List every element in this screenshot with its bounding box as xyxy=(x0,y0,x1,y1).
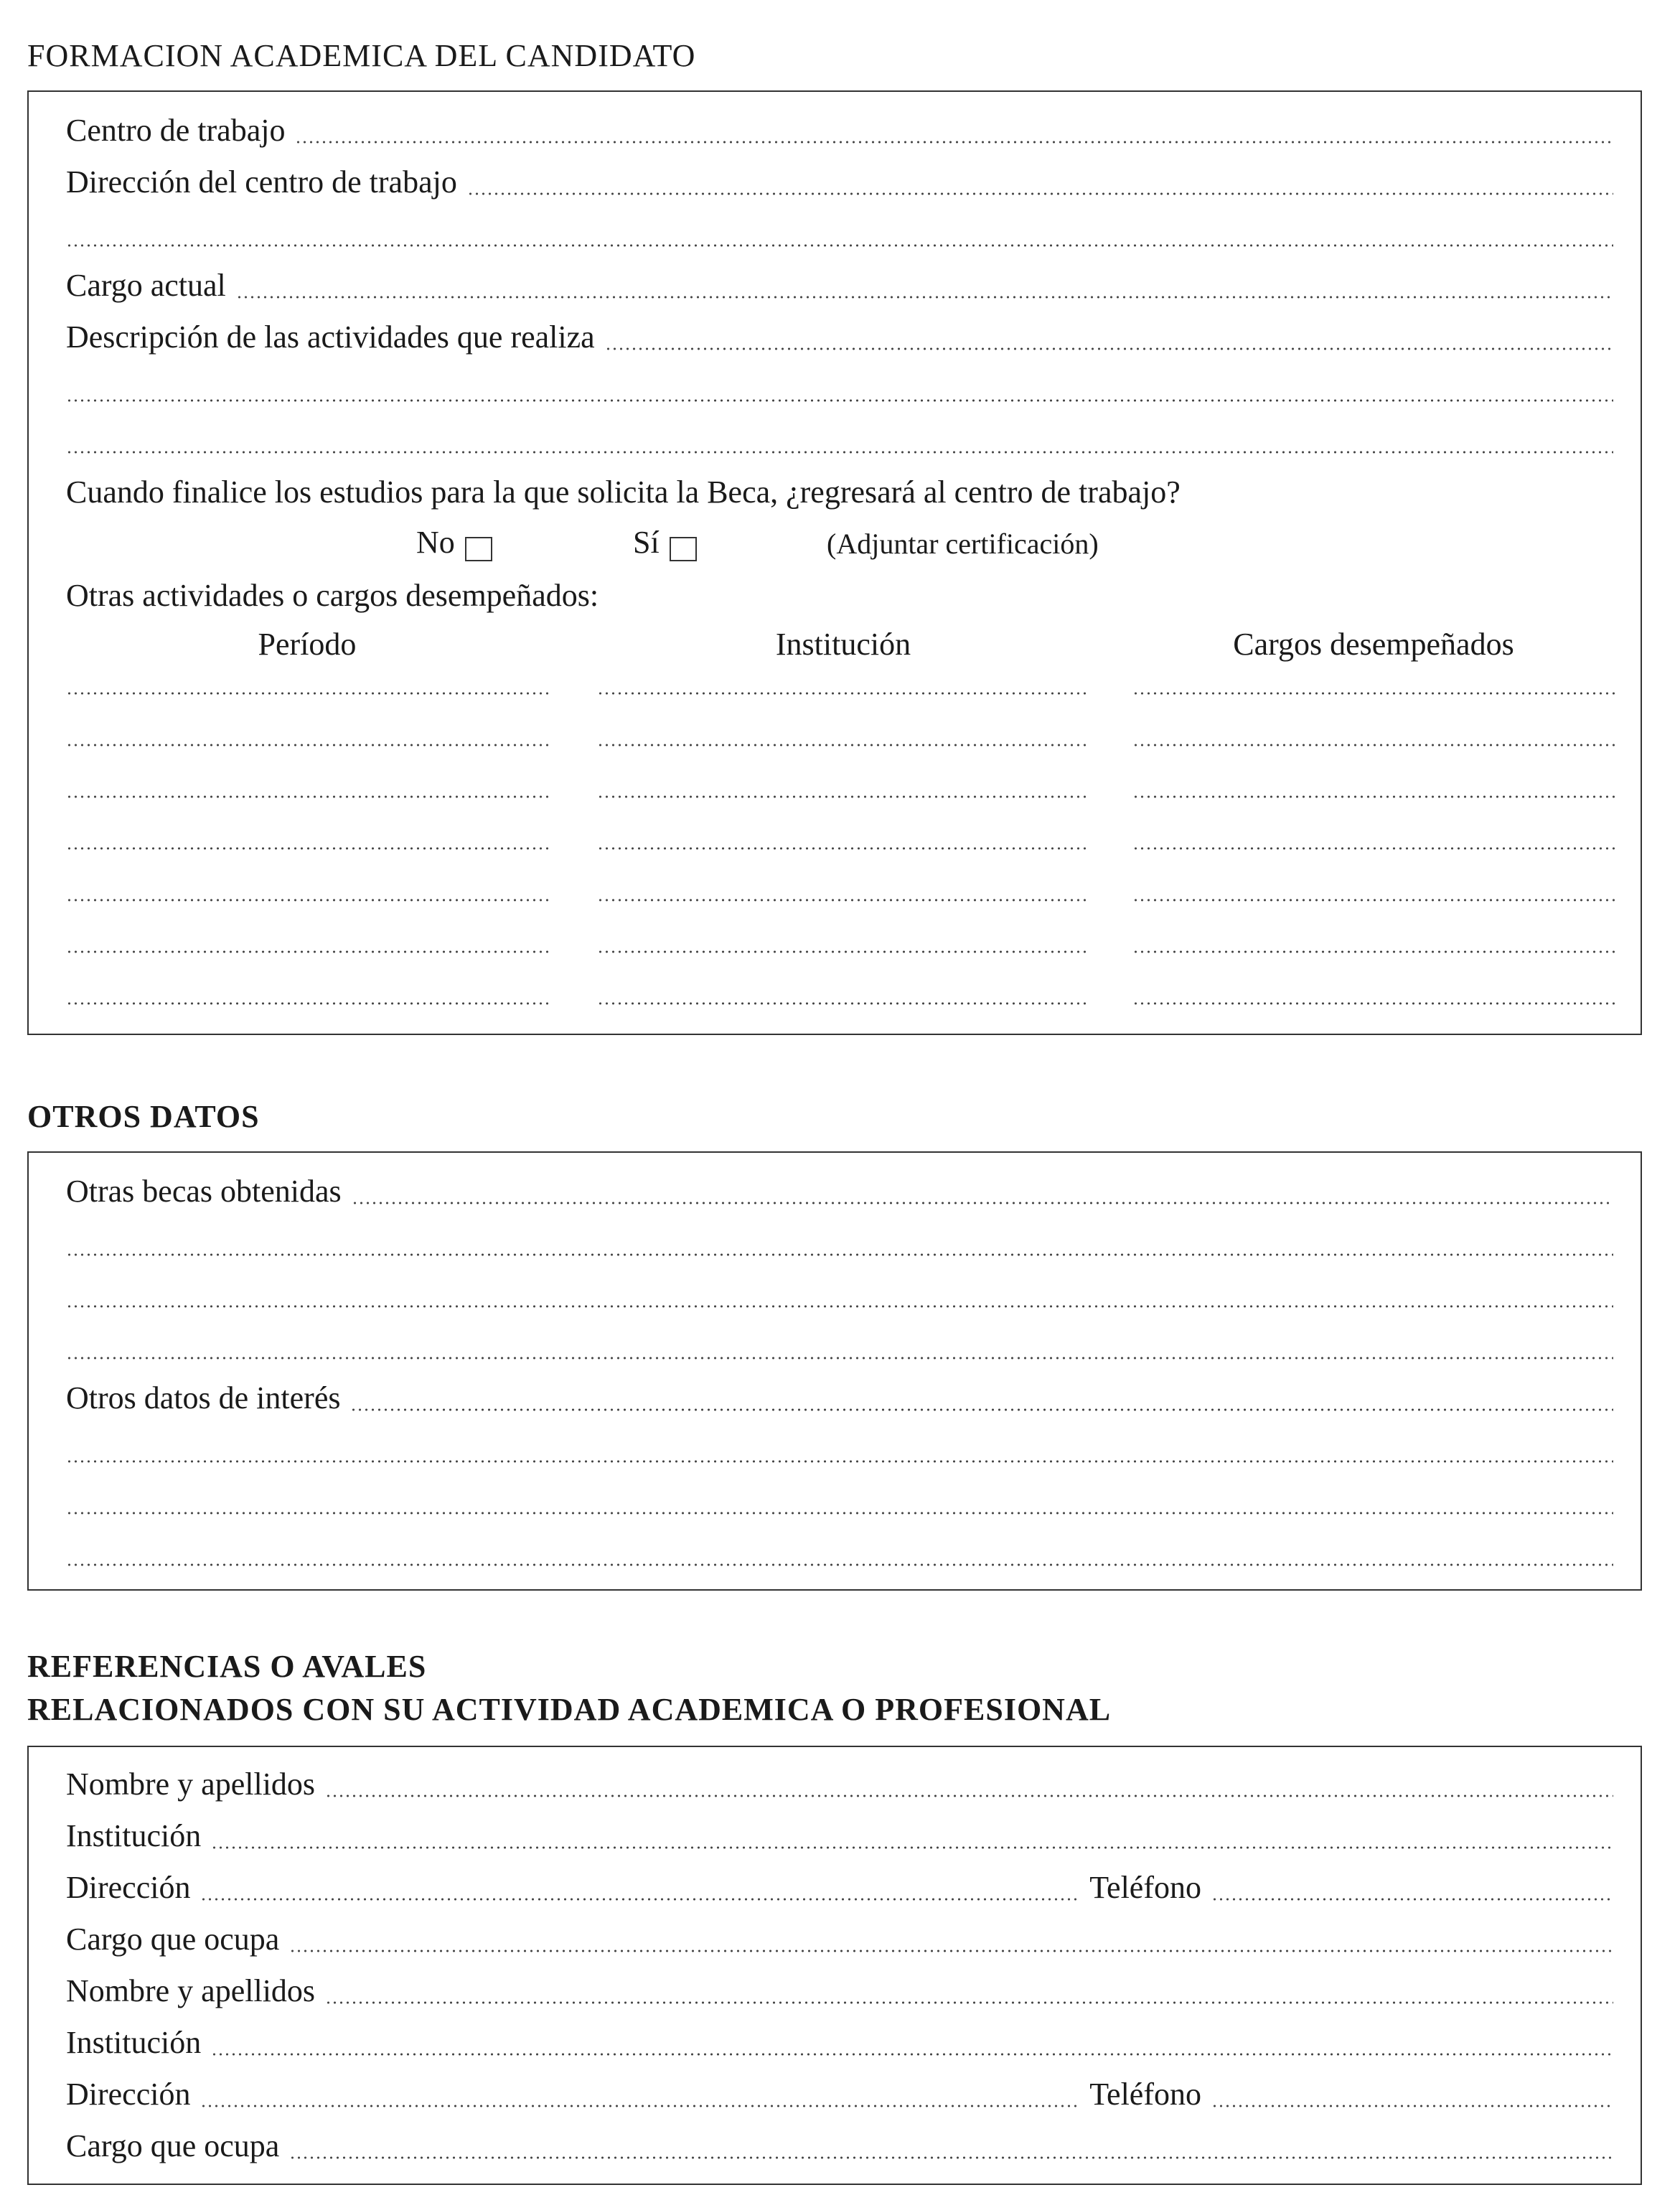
ref1-nombre-label: Nombre y apellidos xyxy=(66,1766,316,1802)
activities-table-header xyxy=(29,624,1641,665)
section-title-otros: OTROS DATOS xyxy=(27,1099,260,1134)
option-si-checkbox[interactable] xyxy=(670,537,697,561)
ref1-institucion-line[interactable] xyxy=(211,1846,1613,1849)
table-cell-cargos[interactable] xyxy=(1132,744,1615,747)
ref2-cargo-line[interactable] xyxy=(289,2156,1613,2159)
ref1-cargo-label: Cargo que ocupa xyxy=(66,1922,280,1957)
option-no-label: No xyxy=(416,525,455,560)
ref1-direccion-telefono-field[interactable] xyxy=(66,1865,1613,1905)
option-si-label: Sí xyxy=(633,525,660,560)
ref1-institucion-field[interactable] xyxy=(66,1813,1613,1853)
ref1-cargo-field[interactable] xyxy=(66,1917,1613,1957)
datos-interes-extra-3[interactable] xyxy=(66,1530,1613,1571)
table-cell-institucion[interactable] xyxy=(597,795,1089,798)
column-header-periodo: Período xyxy=(258,627,357,662)
table-cell-periodo[interactable] xyxy=(66,795,548,798)
certification-note xyxy=(827,521,1099,561)
datos-interes-line[interactable] xyxy=(350,1408,1613,1411)
centro-trabajo-line[interactable] xyxy=(295,141,1613,144)
descripcion-extra-line-2[interactable] xyxy=(66,418,1613,458)
otras-becas-line-2[interactable] xyxy=(66,1253,1613,1256)
descripcion-field[interactable] xyxy=(66,314,1613,355)
ref2-nombre-label: Nombre y apellidos xyxy=(66,1973,316,2008)
ref2-direccion-telefono-field[interactable] xyxy=(66,2072,1613,2112)
ref1-direccion-line[interactable] xyxy=(200,1898,1079,1901)
table-cell-periodo[interactable] xyxy=(66,899,548,902)
table-cell-cargos[interactable] xyxy=(1132,1002,1615,1005)
descripcion-line[interactable] xyxy=(605,347,1613,350)
otras-becas-label: Otras becas obtenidas xyxy=(66,1174,342,1209)
datos-interes-label: Otros datos de interés xyxy=(66,1380,341,1415)
option-no[interactable] xyxy=(416,521,492,561)
otras-becas-extra-2[interactable] xyxy=(66,1272,1613,1312)
table-cell-cargos[interactable] xyxy=(1132,795,1615,798)
question-row xyxy=(66,469,1613,510)
cargo-actual-label: Cargo actual xyxy=(66,268,226,303)
section-title-referencias: REFERENCIAS O AVALES xyxy=(27,1649,427,1684)
otros-box xyxy=(27,1151,1642,1591)
ref1-telefono-label: Teléfono xyxy=(1089,1870,1201,1905)
answer-row xyxy=(66,521,1613,561)
section-title-formacion: FORMACION ACADEMICA DEL CANDIDATO xyxy=(27,38,696,73)
formacion-box xyxy=(27,90,1642,1035)
ref2-telefono-line[interactable] xyxy=(1211,2105,1613,2107)
column-header-institucion: Institución xyxy=(775,627,911,662)
otras-becas-extra-3[interactable] xyxy=(66,1324,1613,1364)
ref1-nombre-line[interactable] xyxy=(325,1794,1613,1797)
referencias-box xyxy=(27,1746,1642,2185)
ref2-institucion-field[interactable] xyxy=(66,2020,1613,2060)
ref2-institucion-line[interactable] xyxy=(211,2053,1613,2056)
otras-becas-line-3[interactable] xyxy=(66,1305,1613,1308)
otras-actividades-label: Otras actividades o cargos desempeñados: xyxy=(66,578,599,613)
centro-trabajo-field[interactable] xyxy=(66,108,1613,148)
table-cell-periodo[interactable] xyxy=(66,1002,548,1005)
descripcion-line-2[interactable] xyxy=(66,399,1613,402)
ref2-nombre-line[interactable] xyxy=(325,2001,1613,2004)
datos-interes-line-4[interactable] xyxy=(66,1563,1613,1566)
option-si[interactable] xyxy=(633,521,697,561)
datos-interes-extra-2[interactable] xyxy=(66,1479,1613,1519)
cargo-actual-line[interactable] xyxy=(236,296,1613,299)
descripcion-label: Descripción de las actividades que realiza xyxy=(66,319,595,355)
direccion-centro-line-2[interactable] xyxy=(66,244,1613,247)
datos-interes-line-2[interactable] xyxy=(66,1460,1613,1463)
ref2-telefono-label: Teléfono xyxy=(1089,2077,1201,2112)
table-cell-cargos[interactable] xyxy=(1132,692,1615,695)
table-cell-institucion[interactable] xyxy=(597,1002,1089,1005)
otras-becas-line[interactable] xyxy=(352,1202,1613,1204)
ref2-direccion-line[interactable] xyxy=(200,2105,1079,2107)
table-cell-periodo[interactable] xyxy=(66,847,548,850)
datos-interes-extra-1[interactable] xyxy=(66,1427,1613,1467)
ref2-cargo-field[interactable] xyxy=(66,2123,1613,2163)
table-cell-periodo[interactable] xyxy=(66,744,548,747)
direccion-centro-label: Dirección del centro de trabajo xyxy=(66,164,457,200)
descripcion-extra-line-1[interactable] xyxy=(66,366,1613,406)
otras-becas-line-4[interactable] xyxy=(66,1357,1613,1360)
direccion-centro-line[interactable] xyxy=(467,192,1613,195)
table-cell-cargos[interactable] xyxy=(1132,899,1615,902)
ref1-cargo-line[interactable] xyxy=(289,1950,1613,1952)
table-cell-cargos[interactable] xyxy=(1132,950,1615,953)
centro-trabajo-label: Centro de trabajo xyxy=(66,113,286,148)
table-cell-institucion[interactable] xyxy=(597,692,1089,695)
ref1-direccion-label: Dirección xyxy=(66,1870,191,1905)
datos-interes-field[interactable] xyxy=(66,1375,1613,1415)
certification-note-text: (Adjuntar certificación) xyxy=(827,528,1099,560)
cargo-actual-field[interactable] xyxy=(66,263,1613,303)
direccion-centro-field[interactable] xyxy=(66,159,1613,200)
question-text: Cuando finalice los estudios para la que solicita la Beca, ¿regresará al centro de trabajo? xyxy=(66,474,1181,510)
descripcion-line-3[interactable] xyxy=(66,451,1613,454)
ref1-telefono-line[interactable] xyxy=(1211,1898,1613,1901)
direccion-centro-extra-line[interactable] xyxy=(66,211,1613,251)
section-subtitle-referencias: RELACIONADOS CON SU ACTIVIDAD ACADEMICA O PROFESIONAL xyxy=(27,1692,1112,1727)
table-cell-institucion[interactable] xyxy=(597,847,1089,850)
ref2-nombre-field[interactable] xyxy=(66,1968,1613,2008)
otras-actividades-row xyxy=(66,573,1613,613)
ref2-direccion-label: Dirección xyxy=(66,2077,191,2112)
table-cell-periodo[interactable] xyxy=(66,950,548,953)
datos-interes-line-3[interactable] xyxy=(66,1512,1613,1515)
ref1-nombre-field[interactable] xyxy=(66,1761,1613,1802)
table-cell-institucion[interactable] xyxy=(597,899,1089,902)
table-cell-institucion[interactable] xyxy=(597,950,1089,953)
table-cell-cargos[interactable] xyxy=(1132,847,1615,850)
ref2-cargo-label: Cargo que ocupa xyxy=(66,2128,280,2163)
option-no-checkbox[interactable] xyxy=(465,537,492,561)
otras-becas-field[interactable] xyxy=(66,1169,1613,1209)
ref1-institucion-label: Institución xyxy=(66,1818,202,1853)
table-cell-institucion[interactable] xyxy=(597,744,1089,747)
table-cell-periodo[interactable] xyxy=(66,692,548,695)
otras-becas-extra-1[interactable] xyxy=(66,1220,1613,1260)
column-header-cargos: Cargos desempeñados xyxy=(1233,627,1514,662)
ref2-institucion-label: Institución xyxy=(66,2025,202,2060)
